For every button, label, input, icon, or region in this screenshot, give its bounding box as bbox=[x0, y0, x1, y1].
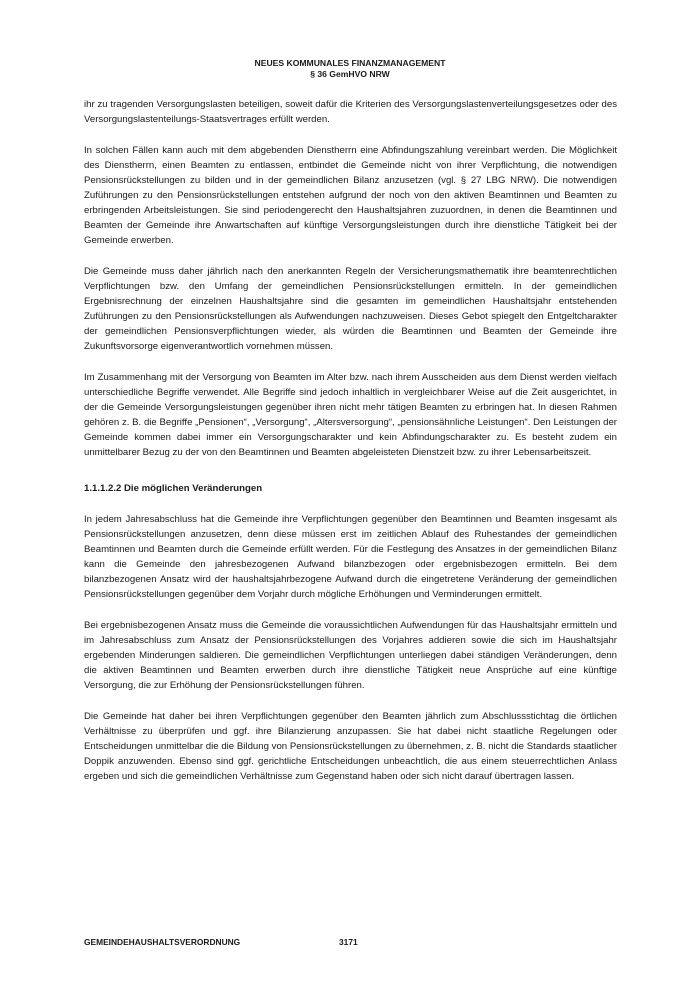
paragraph: Die Gemeinde hat daher bei ihren Verpflichtungen gegenüber den Beamten jährlich zum Abschlussstichtag die örtlichen Verhältnisse zu überprüfen und ggf. ihre Bilanzierung anzupassen. Sie hat dabei nicht staatliche Regelungen oder Entscheidungen unmittelbar die die Bildung von Pensionsrückstellungen zu übernehmen, z. B. nicht die Standards staatlicher Doppik anzuwenden. Ebenso sind ggf. gerichtliche Entscheidungen unbeachtlich, die aus einem steuerrechtlichen Anlass ergeben und sich die gemeindlichen Verhältnisse zum Gegenstand haben oder sich nicht darauf übertragen lassen. bbox=[84, 711, 617, 782]
section-heading: 1.1.1.2.2 Die möglichen Veränderungen bbox=[84, 483, 263, 494]
page-number: 3171 bbox=[339, 937, 358, 947]
page-footer bbox=[84, 937, 617, 948]
paragraph: In solchen Fällen kann auch mit dem abgebenden Dienstherrn eine Abfindungszahlung vereinbart werden. Die Möglichkeit des Dienstherrn, einen Beamten zu entlassen, entbindet die Gemeinde nicht von ihrer Verpflichtung, die notwendigen Pensionsrückstellungen zu bilden und in der gemeindlichen Bilanz anzusetzen (vgl. § 27 LBG NRW). Die notwendigen Zuführungen zu den Pensionsrückstellungen entstehen aufgrund der noch von den aktiven Beamtinnen und Beamten zu erbringenden Arbeitsleistungen. Sie sind periodengerecht den Haushaltsjahren zuzuordnen, in denen die Beamtinnen und Beamten der Gemeinde ihre Anwartschaften auf künftige Versorgungsleistungen durch ihre dienstliche Tätigkeit bei der Gemeinde erwerben. bbox=[84, 145, 617, 246]
page-body bbox=[84, 97, 617, 800]
paragraph: Die Gemeinde muss daher jährlich nach den anerkannten Regeln der Versicherungsmathematik ihre beamtenrechtlichen Verpflichtungen bzw. den Umfang der gemeindlichen Pensionsrückstellungen ermitteln. In der gemeindlichen Ergebnisrechnung der einzelnen Haushaltsjahre sind die gesamten im gemeindlichen Haushaltsjahr entstehenden Zuführungen zu den Pensionsrückstellungen als Aufwendungen nachzuweisen. Dieses Gebot spiegelt den Entgeltcharakter der gemeindlichen Pensionsverpflichtungen wieder, als würden die Beamtinnen und Beamten der Gemeinde ihre Zukunftsvorsorge eigenverantwortlich vornehmen müssen. bbox=[84, 266, 617, 352]
paragraph: Bei ergebnisbezogenen Ansatz muss die Gemeinde die voraussichtlichen Aufwendungen für das Haushaltsjahr ermitteln und im Jahresabschluss zum Ansatz der Pensionsrückstellungen des Vorjahres addieren sowie die sich im Haushaltsjahr ergebenden Minderungen saldieren. Die gemeindlichen Verpflichtungen unterliegen dabei ständigen Veränderungen, denn die aktiven Beamtinnen und Beamten erwerben durch ihre dienstliche Tätigkeit neue Ansprüche auf eine künftige Versorgung, die zur Erhöhung der Pensionsrückstellungen führen. bbox=[84, 620, 617, 691]
page-header bbox=[0, 58, 700, 79]
footer-title: GEMEINDEHAUSHALTSVERORDNUNG bbox=[84, 937, 241, 947]
paragraph: ihr zu tragenden Versorgungslasten beteiligen, soweit dafür die Kriterien des Versorgungslastenverteilungsgesetzes oder des Versorgungslastenteilungs-Staatsvertrages erfüllt werden. bbox=[84, 99, 617, 125]
header-section: § 36 GemHVO NRW bbox=[310, 68, 390, 79]
paragraph: Im Zusammenhang mit der Versorgung von Beamten im Alter bzw. nach ihrem Ausscheiden aus dem Dienst werden vielfach unterschiedliche Begriffe verwendet. Alle Begriffe sind jedoch inhaltlich in vergleichbarer Weise auf die Zeit ausgerichtet, in der die Gemeinde Versorgungsleistungen gegenüber ihren nicht mehr tätigen Beamten zu erbringen hat. In diesen Rahmen gehören z. B. die Begriffe „Pensionen“, „Versorgung“, „Altersversorgung“, „pensionsähnliche Leistungen“. Den Leistungen der Gemeinde kommen dabei immer ein Versorgungscharakter und kein Abfindungscharakter zu. Es besteht zudem ein unmittelbarer Bezug zu der von den Beamtinnen und Beamten abgeleisteten Dienstzeit bzw. zu ihrer Lebensarbeitszeit. bbox=[84, 372, 617, 458]
header-title: NEUES KOMMUNALES FINANZMANAGEMENT bbox=[254, 58, 446, 68]
paragraph: In jedem Jahresabschluss hat die Gemeinde ihre Verpflichtungen gegenüber den Beamtinnen und Beamten insgesamt als Pensionsrückstellungen anzusetzen, denn diese müssen erst im zeitlichen Ablauf des Ruhestandes der gemeindlichen Beamtinnen und Beamten durch die Gemeinde erfüllt werden. Für die Festlegung des Ansatzes in der gemeindlichen Bilanz kann die Gemeinde den jahresbezogenen Aufwand bilanzbezogen oder ergebnisbezogen ermitteln. Bei dem bilanzbezogenen Ansatz wird der haushaltsjahrbezogene Aufwand durch die eingetretene Veränderung der gemeindlichen Pensionsrückstellungen gegenüber dem Vorjahr durch mögliche Erhöhungen und Verminderungen ermittelt. bbox=[84, 514, 617, 600]
